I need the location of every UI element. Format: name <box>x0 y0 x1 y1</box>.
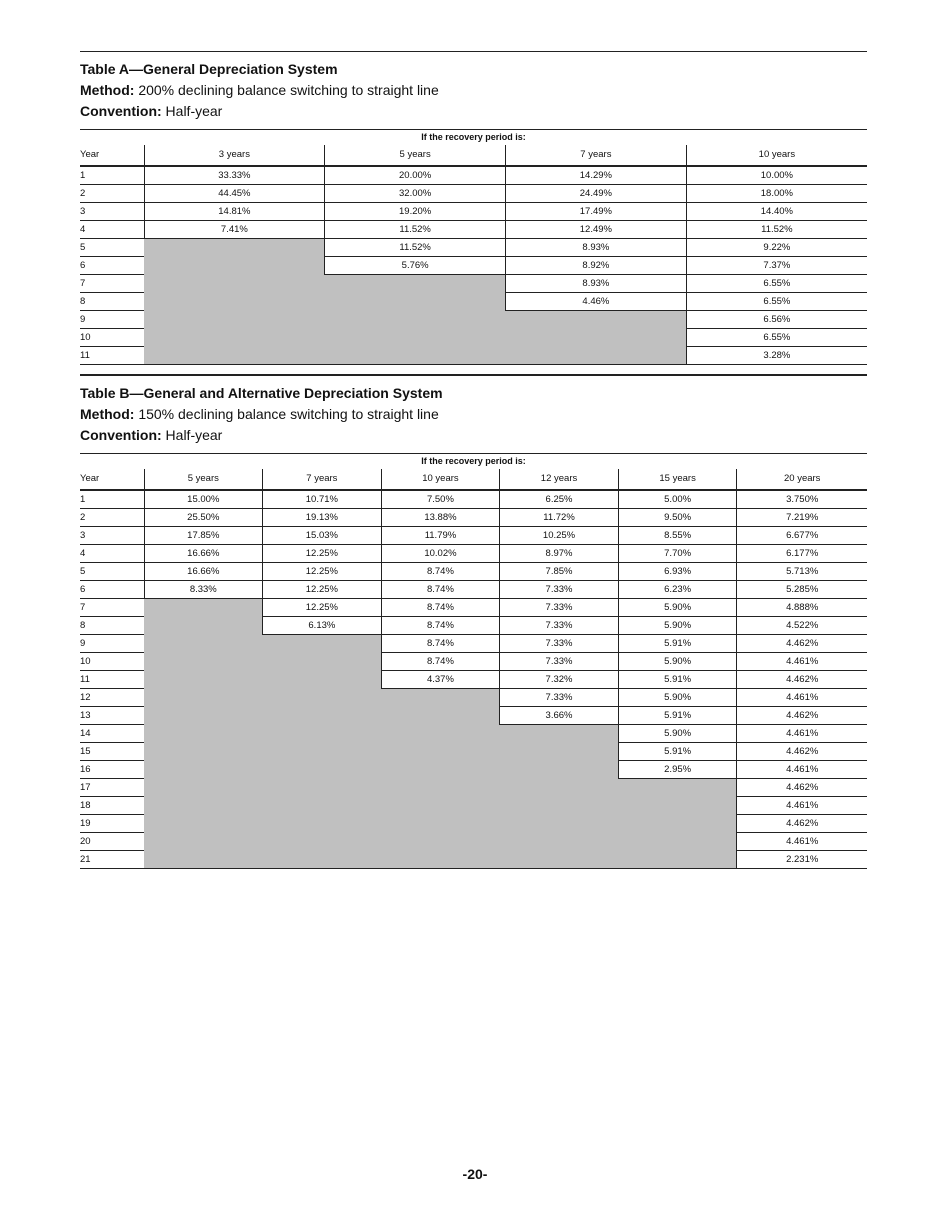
table-row <box>80 815 867 833</box>
rate-cell: 11.79% <box>381 527 500 545</box>
table-a-method-value: 200% declining balance switching to straight line <box>134 82 439 98</box>
year-cell: 4 <box>80 221 144 239</box>
rate-cell: 11.52% <box>686 221 867 239</box>
rate-cell: 8.74% <box>381 635 500 653</box>
year-cell: 11 <box>80 347 144 365</box>
shaded-empty-cell <box>325 275 506 293</box>
rate-cell: 32.00% <box>325 185 506 203</box>
rate-cell: 44.45% <box>144 185 325 203</box>
year-cell: 1 <box>80 166 144 185</box>
year-cell: 7 <box>80 599 144 617</box>
rate-cell: 8.55% <box>618 527 737 545</box>
shaded-empty-cell <box>618 779 737 797</box>
shaded-empty-cell <box>263 815 382 833</box>
rate-cell: 16.66% <box>144 563 263 581</box>
rate-cell: 11.72% <box>500 509 619 527</box>
rate-cell: 4.461% <box>737 797 867 815</box>
table-b-convention-value: Half-year <box>161 427 223 443</box>
table-row <box>80 581 867 599</box>
table-a-column-header: 7 years <box>506 145 687 166</box>
table-a-year-header: Year <box>80 145 144 166</box>
shaded-empty-cell <box>263 833 382 851</box>
year-cell: 5 <box>80 239 144 257</box>
table-a-convention <box>80 101 867 122</box>
shaded-empty-cell <box>263 779 382 797</box>
table-b-year-header: Year <box>80 469 144 490</box>
year-cell: 18 <box>80 797 144 815</box>
rate-cell: 10.25% <box>500 527 619 545</box>
rate-cell: 5.91% <box>618 635 737 653</box>
rate-cell: 14.81% <box>144 203 325 221</box>
rate-cell: 5.76% <box>325 257 506 275</box>
year-cell: 10 <box>80 329 144 347</box>
shaded-empty-cell <box>381 797 500 815</box>
rate-cell: 11.52% <box>325 239 506 257</box>
rate-cell: 8.74% <box>381 653 500 671</box>
shaded-empty-cell <box>263 635 382 653</box>
rate-cell: 5.90% <box>618 617 737 635</box>
shaded-empty-cell <box>618 833 737 851</box>
table-row <box>80 743 867 761</box>
rate-cell: 14.40% <box>686 203 867 221</box>
shaded-empty-cell <box>500 851 619 869</box>
rate-cell: 4.462% <box>737 779 867 797</box>
rate-cell: 7.33% <box>500 635 619 653</box>
year-cell: 15 <box>80 743 144 761</box>
rate-cell: 13.88% <box>381 509 500 527</box>
rate-cell: 4.461% <box>737 653 867 671</box>
rate-cell: 6.177% <box>737 545 867 563</box>
shaded-empty-cell <box>381 707 500 725</box>
rate-cell: 5.00% <box>618 490 737 509</box>
rate-cell: 9.22% <box>686 239 867 257</box>
rate-cell: 4.462% <box>737 635 867 653</box>
shaded-empty-cell <box>618 797 737 815</box>
year-cell: 13 <box>80 707 144 725</box>
shaded-empty-cell <box>144 797 263 815</box>
table-b-method <box>80 404 867 425</box>
rate-cell: 6.93% <box>618 563 737 581</box>
shaded-empty-cell <box>144 293 325 311</box>
shaded-empty-cell <box>144 707 263 725</box>
shaded-empty-cell <box>263 761 382 779</box>
rate-cell: 7.50% <box>381 490 500 509</box>
shaded-empty-cell <box>381 689 500 707</box>
rate-cell: 4.888% <box>737 599 867 617</box>
year-cell: 2 <box>80 509 144 527</box>
rate-cell: 4.462% <box>737 743 867 761</box>
rate-cell: 10.02% <box>381 545 500 563</box>
rate-cell: 8.92% <box>506 257 687 275</box>
shaded-empty-cell <box>144 761 263 779</box>
rate-cell: 7.33% <box>500 689 619 707</box>
year-cell: 4 <box>80 545 144 563</box>
rate-cell: 4.462% <box>737 671 867 689</box>
table-b-convention <box>80 425 867 446</box>
table-row <box>80 599 867 617</box>
rate-cell: 4.462% <box>737 707 867 725</box>
table-row <box>80 329 867 347</box>
shaded-empty-cell <box>381 815 500 833</box>
table-row <box>80 347 867 365</box>
shaded-empty-cell <box>506 347 687 365</box>
shaded-empty-cell <box>500 779 619 797</box>
rate-cell: 15.00% <box>144 490 263 509</box>
shaded-empty-cell <box>325 347 506 365</box>
rate-cell: 12.49% <box>506 221 687 239</box>
rate-cell: 5.90% <box>618 689 737 707</box>
table-a-grid <box>80 129 867 365</box>
rate-cell: 8.97% <box>500 545 619 563</box>
rate-cell: 14.29% <box>506 166 687 185</box>
shaded-empty-cell <box>500 725 619 743</box>
table-b-recovery-header: If the recovery period is: <box>80 454 867 470</box>
shaded-empty-cell <box>144 671 263 689</box>
rate-cell: 6.677% <box>737 527 867 545</box>
rate-cell: 12.25% <box>263 599 382 617</box>
rate-cell: 7.33% <box>500 617 619 635</box>
rate-cell: 6.25% <box>500 490 619 509</box>
rate-cell: 6.23% <box>618 581 737 599</box>
table-b-column-header: 10 years <box>381 469 500 490</box>
rate-cell: 5.90% <box>618 653 737 671</box>
shaded-empty-cell <box>506 311 687 329</box>
rate-cell: 7.33% <box>500 653 619 671</box>
table-b-method-label: Method: <box>80 406 135 422</box>
table-b-convention-label: Convention: <box>80 427 162 443</box>
rate-cell: 8.74% <box>381 563 500 581</box>
table-row <box>80 761 867 779</box>
rate-cell: 4.461% <box>737 689 867 707</box>
shaded-empty-cell <box>381 743 500 761</box>
shaded-empty-cell <box>500 797 619 815</box>
shaded-empty-cell <box>144 599 263 617</box>
table-row <box>80 797 867 815</box>
table-b-title: Table B—General and Alternative Depreciation System <box>80 385 443 401</box>
rate-cell: 5.90% <box>618 725 737 743</box>
year-cell: 8 <box>80 293 144 311</box>
year-cell: 10 <box>80 653 144 671</box>
table-a-section <box>80 51 867 365</box>
table-row <box>80 779 867 797</box>
year-cell: 17 <box>80 779 144 797</box>
rate-cell: 10.00% <box>686 166 867 185</box>
rate-cell: 7.33% <box>500 599 619 617</box>
shaded-empty-cell <box>263 671 382 689</box>
year-cell: 20 <box>80 833 144 851</box>
rate-cell: 6.55% <box>686 293 867 311</box>
shaded-empty-cell <box>381 725 500 743</box>
rate-cell: 19.13% <box>263 509 382 527</box>
year-cell: 3 <box>80 527 144 545</box>
year-cell: 8 <box>80 617 144 635</box>
shaded-empty-cell <box>144 257 325 275</box>
year-cell: 12 <box>80 689 144 707</box>
shaded-empty-cell <box>144 347 325 365</box>
table-row <box>80 671 867 689</box>
table-b-column-header: 7 years <box>263 469 382 490</box>
table-a-method-label: Method: <box>80 82 135 98</box>
shaded-empty-cell <box>263 689 382 707</box>
table-row <box>80 527 867 545</box>
table-a-convention-label: Convention: <box>80 103 162 119</box>
table-row <box>80 833 867 851</box>
rate-cell: 7.33% <box>500 581 619 599</box>
table-a-convention-value: Half-year <box>161 103 223 119</box>
rate-cell: 4.461% <box>737 833 867 851</box>
rate-cell: 2.95% <box>618 761 737 779</box>
shaded-empty-cell <box>144 275 325 293</box>
shaded-empty-cell <box>506 329 687 347</box>
rate-cell: 5.713% <box>737 563 867 581</box>
rate-cell: 4.462% <box>737 815 867 833</box>
rate-cell: 5.91% <box>618 743 737 761</box>
rate-cell: 20.00% <box>325 166 506 185</box>
table-row <box>80 617 867 635</box>
shaded-empty-cell <box>381 851 500 869</box>
shaded-empty-cell <box>618 851 737 869</box>
rate-cell: 8.33% <box>144 581 263 599</box>
rate-cell: 19.20% <box>325 203 506 221</box>
rate-cell: 8.74% <box>381 581 500 599</box>
shaded-empty-cell <box>325 293 506 311</box>
rate-cell: 7.32% <box>500 671 619 689</box>
shaded-empty-cell <box>263 851 382 869</box>
rate-cell: 12.25% <box>263 545 382 563</box>
shaded-empty-cell <box>500 761 619 779</box>
rate-cell: 16.66% <box>144 545 263 563</box>
table-row <box>80 545 867 563</box>
table-a-recovery-header: If the recovery period is: <box>80 130 867 146</box>
shaded-empty-cell <box>263 743 382 761</box>
rate-cell: 7.37% <box>686 257 867 275</box>
table-a-column-header: 5 years <box>325 145 506 166</box>
shaded-empty-cell <box>144 329 325 347</box>
rate-cell: 33.33% <box>144 166 325 185</box>
table-a-method <box>80 80 867 101</box>
rate-cell: 3.66% <box>500 707 619 725</box>
table-a-column-header: 3 years <box>144 145 325 166</box>
year-cell: 14 <box>80 725 144 743</box>
year-cell: 16 <box>80 761 144 779</box>
rate-cell: 17.49% <box>506 203 687 221</box>
shaded-empty-cell <box>144 725 263 743</box>
table-row <box>80 707 867 725</box>
rate-cell: 9.50% <box>618 509 737 527</box>
shaded-empty-cell <box>144 833 263 851</box>
rate-cell: 5.90% <box>618 599 737 617</box>
rate-cell: 3.28% <box>686 347 867 365</box>
table-row <box>80 635 867 653</box>
table-row <box>80 653 867 671</box>
shaded-empty-cell <box>144 851 263 869</box>
table-row <box>80 239 867 257</box>
table-b-method-value: 150% declining balance switching to straight line <box>134 406 439 422</box>
table-b-column-header: 20 years <box>737 469 867 490</box>
rate-cell: 17.85% <box>144 527 263 545</box>
table-a-column-header: 10 years <box>686 145 867 166</box>
rate-cell: 18.00% <box>686 185 867 203</box>
year-cell: 5 <box>80 563 144 581</box>
table-row <box>80 509 867 527</box>
rate-cell: 6.13% <box>263 617 382 635</box>
rate-cell: 12.25% <box>263 581 382 599</box>
rate-cell: 15.03% <box>263 527 382 545</box>
rate-cell: 4.522% <box>737 617 867 635</box>
shaded-empty-cell <box>144 689 263 707</box>
table-row <box>80 185 867 203</box>
table-row <box>80 725 867 743</box>
rate-cell: 7.41% <box>144 221 325 239</box>
shaded-empty-cell <box>144 779 263 797</box>
shaded-empty-cell <box>144 239 325 257</box>
shaded-empty-cell <box>263 797 382 815</box>
rate-cell: 24.49% <box>506 185 687 203</box>
rate-cell: 4.461% <box>737 725 867 743</box>
shaded-empty-cell <box>144 617 263 635</box>
shaded-empty-cell <box>325 311 506 329</box>
table-row <box>80 166 867 185</box>
shaded-empty-cell <box>144 653 263 671</box>
page-number: -20- <box>462 1166 488 1182</box>
year-cell: 6 <box>80 581 144 599</box>
rate-cell: 11.52% <box>325 221 506 239</box>
shaded-empty-cell <box>144 815 263 833</box>
rate-cell: 5.285% <box>737 581 867 599</box>
year-cell: 9 <box>80 311 144 329</box>
shaded-empty-cell <box>263 725 382 743</box>
rate-cell: 7.70% <box>618 545 737 563</box>
year-cell: 6 <box>80 257 144 275</box>
rate-cell: 6.55% <box>686 329 867 347</box>
year-cell: 2 <box>80 185 144 203</box>
shaded-empty-cell <box>144 743 263 761</box>
rate-cell: 4.37% <box>381 671 500 689</box>
table-row <box>80 257 867 275</box>
rate-cell: 5.91% <box>618 707 737 725</box>
rate-cell: 3.750% <box>737 490 867 509</box>
table-row <box>80 311 867 329</box>
year-cell: 21 <box>80 851 144 869</box>
rate-cell: 8.93% <box>506 239 687 257</box>
rate-cell: 4.46% <box>506 293 687 311</box>
shaded-empty-cell <box>144 311 325 329</box>
table-b-grid <box>80 453 867 869</box>
table-row <box>80 275 867 293</box>
table-a-title: Table A—General Depreciation System <box>80 61 338 77</box>
table-row <box>80 851 867 869</box>
shaded-empty-cell <box>325 329 506 347</box>
table-row <box>80 689 867 707</box>
year-cell: 3 <box>80 203 144 221</box>
table-row <box>80 563 867 581</box>
rate-cell: 5.91% <box>618 671 737 689</box>
year-cell: 9 <box>80 635 144 653</box>
table-row <box>80 293 867 311</box>
rate-cell: 7.219% <box>737 509 867 527</box>
rate-cell: 6.55% <box>686 275 867 293</box>
rate-cell: 2.231% <box>737 851 867 869</box>
shaded-empty-cell <box>263 707 382 725</box>
rate-cell: 6.56% <box>686 311 867 329</box>
rate-cell: 12.25% <box>263 563 382 581</box>
shaded-empty-cell <box>381 779 500 797</box>
shaded-empty-cell <box>263 653 382 671</box>
rate-cell: 25.50% <box>144 509 263 527</box>
rate-cell: 4.461% <box>737 761 867 779</box>
rate-cell: 10.71% <box>263 490 382 509</box>
table-row <box>80 221 867 239</box>
year-cell: 1 <box>80 490 144 509</box>
year-cell: 7 <box>80 275 144 293</box>
table-b-column-header: 15 years <box>618 469 737 490</box>
shaded-empty-cell <box>144 635 263 653</box>
shaded-empty-cell <box>381 761 500 779</box>
shaded-empty-cell <box>500 743 619 761</box>
rate-cell: 8.74% <box>381 599 500 617</box>
shaded-empty-cell <box>500 833 619 851</box>
shaded-empty-cell <box>500 815 619 833</box>
shaded-empty-cell <box>618 815 737 833</box>
shaded-empty-cell <box>381 833 500 851</box>
year-cell: 19 <box>80 815 144 833</box>
table-row <box>80 490 867 509</box>
table-b-column-header: 5 years <box>144 469 263 490</box>
table-b-column-header: 12 years <box>500 469 619 490</box>
rate-cell: 8.74% <box>381 617 500 635</box>
rate-cell: 7.85% <box>500 563 619 581</box>
table-row <box>80 203 867 221</box>
rate-cell: 8.93% <box>506 275 687 293</box>
year-cell: 11 <box>80 671 144 689</box>
table-b-section <box>80 374 867 869</box>
